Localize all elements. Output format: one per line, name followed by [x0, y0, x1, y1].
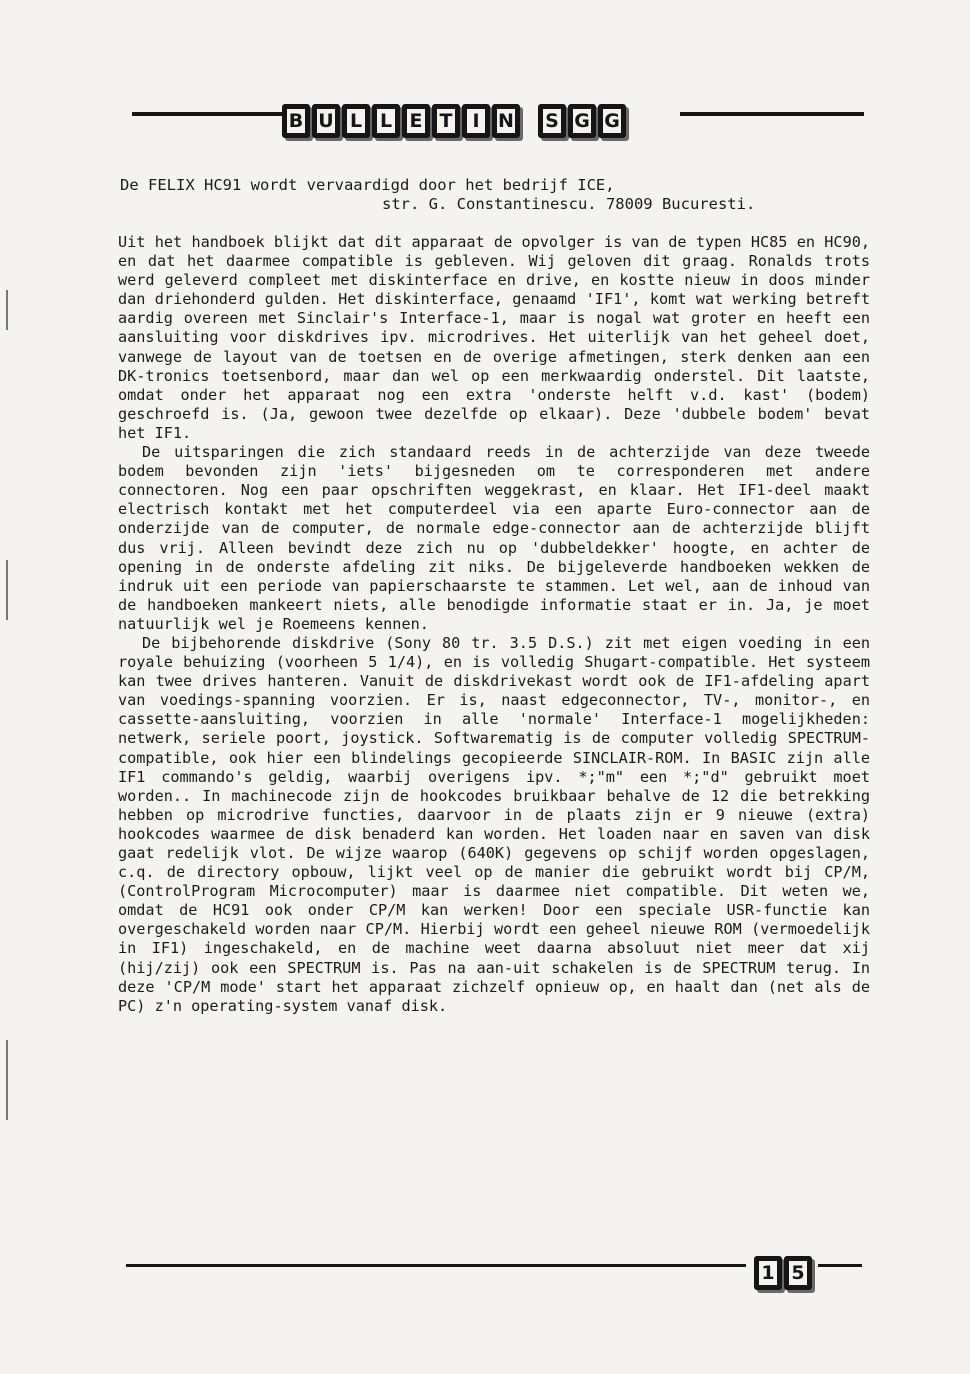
- address-line-1: De FELIX HC91 wordt vervaardigd door het bedrijf ICE,: [120, 176, 615, 194]
- masthead-letter: B: [282, 104, 310, 138]
- manufacturer-address: [120, 176, 865, 214]
- footer-rule-right: [818, 1264, 862, 1267]
- masthead-logo: [282, 104, 626, 138]
- masthead-word-sgg: [538, 104, 626, 138]
- masthead-letter: U: [312, 104, 340, 138]
- masthead-letter: S: [538, 104, 566, 138]
- masthead-letter: N: [492, 104, 520, 138]
- masthead-word-bulletin: [282, 104, 520, 138]
- masthead-letter: T: [432, 104, 460, 138]
- page-number-digit: 1: [754, 1256, 782, 1290]
- paragraph: De uitsparingen die zich standaard reeds in de achterzijde van deze tweede bodem bevonden zijn 'iets' bijgesneden om te corresponderen met andere connectoren. Nog een paar opschriften weggekrast, en klaar. Het IF1-deel maakt electrisch kontakt met het computerdeel via een aparte Euro-connector aan de onderzijde van de computer, de normale edge-connector aan de achterzijde blijft dus vrij. Alleen bevindt deze zich nu op 'dubbeldekker' hoogte, en achter de opening in de onderste afdeling zit niks. De bijgeleverde handboeken wekken de indruk uit een periode van papierschaarste te stammen. Let wel, aan de inhoud van de handboeken mankeert niets, alle benodigde informatie staat er in. Ja, je moet natuurlijk wel je Roemeens kennen.: [118, 443, 870, 633]
- article-body: [118, 233, 870, 1016]
- paragraph: De bijbehorende diskdrive (Sony 80 tr. 3.5 D.S.) zit met eigen voeding in een royale behuizing (voorheen 5 1/4), en is volledig Shugart-compatible. Het systeem kan twee drives hanteren. Vanuit de diskdrivekast wordt ook de IF1-afdeling apart van voedings-spanning voorzien. Er is, naast edgeconnector, TV-, monitor-, en cassette-aansluiting, voorzien in alle 'normale' Interface-1 mogelijkheden: netwerk, seriele poort, joystick. Softwarematig is de computer volledig SPECTRUM-compatible, ook hier een blindelings gecopieerde SINCLAIR-ROM. In BASIC zijn alle IF1 commando's geldig, waarbij overigens ipv. *;"m" een *;"d" gebruikt moet worden.. In machinecode zijn de hookcodes bruikbaar behalve de 12 die betrekking hebben op microdrive functies, daarvoor in de plaats zijn er 9 nieuwe (extra) hookcodes waarmee de disk benaderd kan worden. Het loaden naar en saven van disk gaat redelijk vlot. De wijze waarop (640K) gegevens op schijf worden opgeslagen, c.q. de directory opbouw, lijkt veel op de manier die gebruikt wordt bij CP/M, (ControlProgram Microcomputer) maar is daarmee niet compatible. Dit weten we, omdat de HC91 ook onder CP/M kan werken! Door een speciale USR-functie kan overgeschakeld worden naar CP/M. Hierbij wordt een geheel nieuwe ROM (vermoedelijk in IF1) ingeschakeld, en de machine weet daarna absoluut niet meer dat xij (hij/zij) ook een SPECTRUM is. Pas na aan-uit schakelen is de SPECTRUM terug. In deze 'CP/M mode' start het apparaat zichzelf opnieuw op, en haalt dan (net als de PC) z'n operating-system vanaf disk.: [118, 633, 870, 1015]
- masthead-letter: I: [462, 104, 490, 138]
- page-number: [754, 1256, 812, 1290]
- header-rule-right: [680, 112, 864, 116]
- masthead-letter: L: [342, 104, 370, 138]
- header-rule-left: [132, 112, 282, 116]
- masthead-letter: G: [598, 104, 626, 138]
- margin-binding-mark: [6, 560, 8, 620]
- masthead-letter: L: [372, 104, 400, 138]
- page-number-digit: 5: [784, 1256, 812, 1290]
- footer-rule-left: [126, 1264, 746, 1267]
- margin-binding-mark: [6, 290, 8, 330]
- masthead-letter: E: [402, 104, 430, 138]
- margin-binding-mark: [6, 1040, 8, 1120]
- paragraph: Uit het handboek blijkt dat dit apparaat de opvolger is van de typen HC85 en HC90, en dat het daarmee compatible is gebleven. Wij geloven dit graag. Ronalds trots werd geleverd compleet met diskinterface en drive, en kostte nieuw in doos minder dan driehonderd gulden. Het diskinterface, genaamd 'IF1', komt wat werking betreft aardig overeen met Sinclair's Interface-1, maar is nogal wat groter en heeft een aansluiting voor diskdrives ipv. microdrives. Het uiterlijk van het geheel doet, vanwege de layout van de toetsen en de overige afmetingen, sterk denken aan een DK-tronics toetsenbord, maar dan wel op een merkwaardig onderstel. Dit laatste, omdat onder het apparaat nog een extra 'onderste helft v.d. kast' (bodem) geschroefd is. (Ja, gewoon twee dezelfde op elkaar). Deze 'dubbele bodem' bevat het IF1.: [118, 233, 870, 442]
- masthead-letter: G: [568, 104, 596, 138]
- address-line-2: str. G. Constantinescu. 78009 Bucuresti.: [382, 195, 756, 213]
